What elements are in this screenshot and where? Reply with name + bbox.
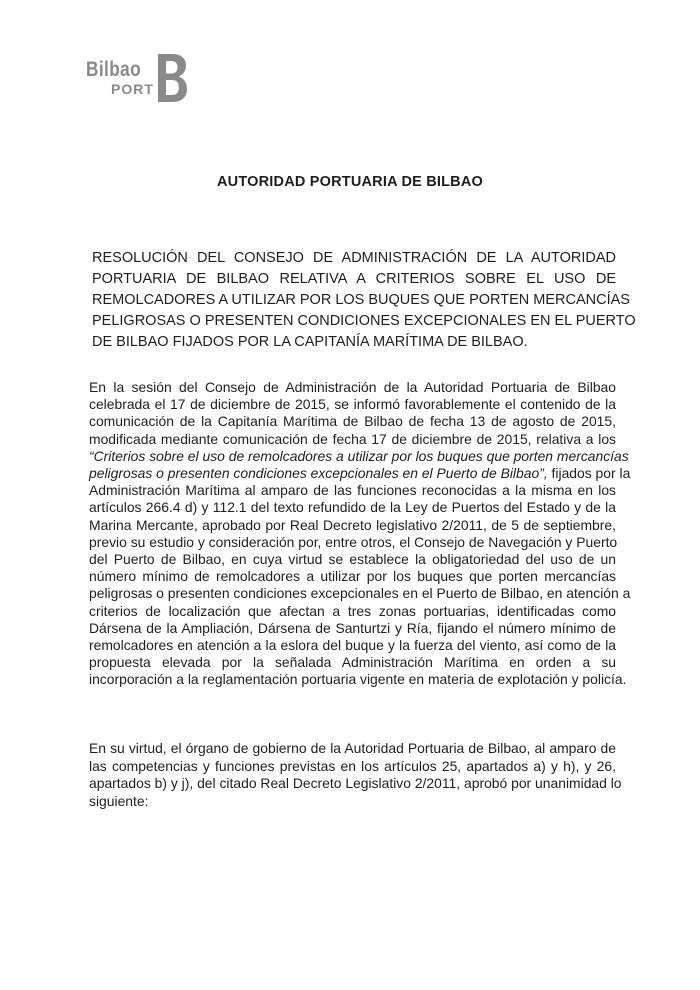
resolution-line: REMOLCADORES A UTILIZAR POR LOS BUQUES QUE PORTEN MERCANCÍAS bbox=[92, 292, 630, 308]
text-line-italic: “Criterios sobre el uso de remolcadores a utilizar por los buques que porten mercancías bbox=[89, 447, 629, 464]
text-line: las competencias y funciones previstas en los artículos 25, apartados a) y h), y 26, bbox=[89, 757, 616, 774]
text-line: previo su estudio y consideración por, entre otros, el Consejo de Navegación y Puerto bbox=[89, 533, 618, 550]
text-line: En su virtud, el órgano de gobierno de la Autoridad Portuaria de Bilbao, al amparo de bbox=[89, 740, 616, 756]
resolution-title bbox=[92, 248, 636, 353]
text-line: propuesta elevada por la señalada Administración Marítima en orden a su bbox=[89, 654, 616, 671]
paragraph-resolution-intro bbox=[89, 740, 622, 810]
text-line: Marina Mercante, aprobado por Real Decreto legislativo 2/2011, de 5 de septiembre, bbox=[89, 516, 616, 533]
resolution-line: DE BILBAO FIJADOS POR LA CAPITANÍA MARÍTIMA DE BILBAO. bbox=[92, 334, 528, 350]
text-line: siguiente: bbox=[89, 792, 149, 809]
document-heading: AUTORIDAD PORTUARIA DE BILBAO bbox=[217, 174, 483, 190]
text-line: remolcadores en atención a la eslora del buque y la fuerza del viento, así como de la bbox=[89, 637, 616, 654]
logo-port: PORT bbox=[111, 81, 154, 97]
logo-b-mark-icon bbox=[155, 52, 189, 104]
text-line: apartados b) y j), del citado Real Decreto Legislativo 2/2011, aprobó por unanimidad lo bbox=[89, 775, 622, 791]
text-segment: fijados por la bbox=[547, 465, 631, 482]
text-line: del Puerto de Bilbao, en cuya virtud se establece la obligatoriedad del uso de un bbox=[89, 551, 616, 568]
resolution-line: PORTUARIA DE BILBAO RELATIVA A CRITERIOS SOBRE EL USO DE bbox=[92, 271, 616, 287]
text-line: Dársena de la Ampliación, Dársena de Santurtzi y Ría, fijando el número mínimo de bbox=[89, 619, 616, 636]
text-line: criterios de localización que afectan a tres zonas portuarias, identificadas como bbox=[89, 602, 616, 619]
logo-word: Bilbao bbox=[86, 58, 142, 81]
text-line: comunicación de la Capitanía Marítima de Bilbao de fecha 13 de agosto de 2015, bbox=[89, 413, 616, 430]
text-line: celebrada el 17 de diciembre de 2015, se informó favorablemente el contenido de la bbox=[89, 396, 616, 413]
bilbao-port-logo bbox=[86, 50, 196, 106]
resolution-line: RESOLUCIÓN DEL CONSEJO DE ADMINISTRACIÓN DE LA AUTORIDAD bbox=[92, 250, 616, 266]
text-line: incorporación a la reglamentación portuaria vigente en materia de explotación y policía. bbox=[89, 671, 627, 688]
paragraph-session bbox=[89, 379, 631, 689]
italic-quote-end: peligrosas o presenten condiciones excepcionales en el Puerto de Bilbao”, bbox=[89, 465, 548, 482]
text-line-mixed bbox=[89, 465, 631, 482]
text-line: peligrosas o presenten condiciones excepcionales en el Puerto de Bilbao, en atención a bbox=[89, 585, 631, 602]
text-line: Administración Marítima al amparo de las funciones reconocidas a la misma en los bbox=[89, 482, 616, 499]
text-line: modificada mediante comunicación de fecha 17 de diciembre de 2015, relativa a los bbox=[89, 430, 616, 447]
text-line: artículos 266.4 d) y 112.1 del texto refundido de la Ley de Puertos del Estado y de la bbox=[89, 499, 616, 516]
resolution-line: PELIGROSAS O PRESENTEN CONDICIONES EXCEPCIONALES EN EL PUERTO bbox=[92, 313, 636, 329]
text-line: número mínimo de remolcadores a utilizar por los buques que porten mercancías bbox=[89, 568, 616, 585]
text-line: En la sesión del Consejo de Administración de la Autoridad Portuaria de Bilbao bbox=[89, 379, 616, 395]
